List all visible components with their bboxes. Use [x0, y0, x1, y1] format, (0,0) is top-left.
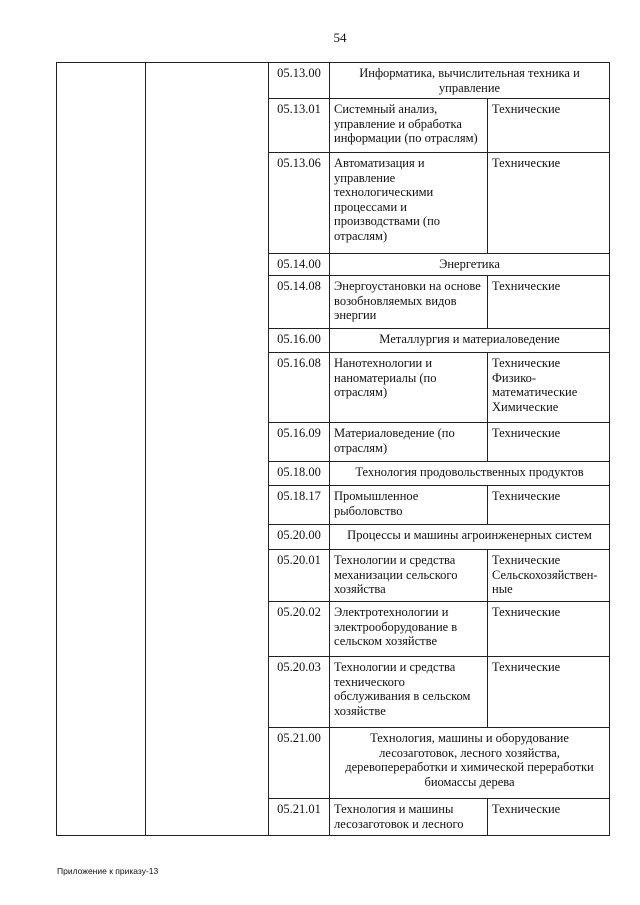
- group-title: Информатика, вычислительная техника и управление: [330, 63, 610, 99]
- table-body: [57, 63, 610, 836]
- science-fields: Технические: [488, 602, 610, 657]
- group-title: Металлургия и материаловедение: [330, 329, 610, 353]
- specialty-code: 05.21.00: [269, 728, 330, 799]
- footer-note: Приложение к приказу-13: [57, 866, 159, 876]
- group-row: [57, 63, 610, 99]
- specialty-name: Технологии и средства технического обслуживания в сельском хозяйстве: [330, 657, 488, 728]
- science-fields: Технические: [488, 423, 610, 462]
- specialty-name: Системный анализ, управление и обработка информации (по отраслям): [330, 99, 488, 153]
- science-fields: Технические: [488, 799, 610, 836]
- specialty-code: 05.20.00: [269, 525, 330, 550]
- specialty-code: 05.21.01: [269, 799, 330, 836]
- specialty-code: 05.13.06: [269, 153, 330, 254]
- specialty-code: 05.13.01: [269, 99, 330, 153]
- group-title: Энергетика: [330, 254, 610, 276]
- specialty-code: 05.18.17: [269, 486, 330, 525]
- science-fields: Технические: [488, 486, 610, 525]
- specialty-code: 05.14.08: [269, 276, 330, 329]
- science-fields: Технические Физико-математические Химические: [488, 353, 610, 423]
- specialty-code: 05.14.00: [269, 254, 330, 276]
- specialty-code: 05.20.01: [269, 550, 330, 602]
- specialty-code: 05.16.08: [269, 353, 330, 423]
- specialty-name: Промышленное рыболовство: [330, 486, 488, 525]
- specialty-name: Технологии и средства механизации сельского хозяйства: [330, 550, 488, 602]
- science-fields: Технические: [488, 657, 610, 728]
- specialty-name: Материаловедение (по отраслям): [330, 423, 488, 462]
- science-fields: Технические: [488, 153, 610, 254]
- specialty-code: 05.20.02: [269, 602, 330, 657]
- group-title: Процессы и машины агроинженерных систем: [330, 525, 610, 550]
- specialty-code: 05.16.00: [269, 329, 330, 353]
- specialty-name: Энергоустановки на основе возобновляемых видов энергии: [330, 276, 488, 329]
- page-number: 54: [333, 30, 347, 45]
- group-title: Технология, машины и оборудование лесозаготовок, лесного хозяйства, деревопереработки и химической переработки биомассы дерева: [330, 728, 610, 799]
- specialty-name: Автоматизация и управление технологическими процессами и производствами (по отраслям): [330, 153, 488, 254]
- specialty-name: Технология и машины лесозаготовок и лесного: [330, 799, 488, 836]
- group-title: Технология продовольственных продуктов: [330, 462, 610, 486]
- specialty-code: 05.20.03: [269, 657, 330, 728]
- specialty-code: 05.13.00: [269, 63, 330, 99]
- science-fields: Технические Сельскохозяйствен- ные: [488, 550, 610, 602]
- specialties-table: [56, 62, 610, 836]
- blank-column-2: [146, 63, 269, 836]
- science-fields: Технические: [488, 276, 610, 329]
- blank-column-1: [57, 63, 146, 836]
- science-fields: Технические: [488, 99, 610, 153]
- specialty-name: Электротехнологии и электрооборудование в сельском хозяйстве: [330, 602, 488, 657]
- specialty-name: Нанотехнологии и наноматериалы (по отраслям): [330, 353, 488, 423]
- specialty-code: 05.16.09: [269, 423, 330, 462]
- specialty-code: 05.18.00: [269, 462, 330, 486]
